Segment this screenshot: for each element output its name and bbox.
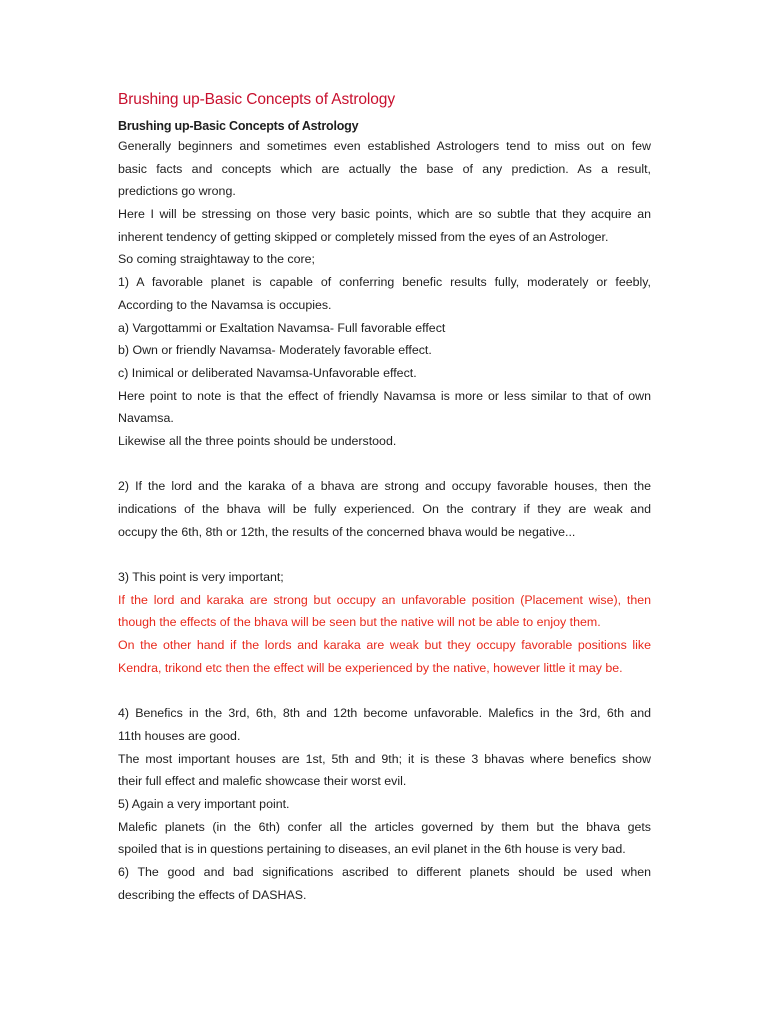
text-line: c) Inimical or deliberated Navamsa-Unfavorable effect. xyxy=(118,365,417,380)
document-title: Brushing up-Basic Concepts of Astrology xyxy=(118,91,395,108)
text-line: 1) A favorable planet is capable of conferring benefic results fully, moderately or feebly, xyxy=(118,275,651,290)
highlighted-text-line: On the other hand if the lords and karaka are weak but they occupy favorable positions like xyxy=(118,638,651,653)
text-line: Generally beginners and sometimes even established Astrologers tend to miss out on few xyxy=(118,139,651,153)
text-line: Here point to note is that the effect of friendly Navamsa is more or less similar to that of own xyxy=(118,388,651,403)
text-line: a) Vargottammi or Exaltation Navamsa- Full favorable effect xyxy=(118,320,446,335)
text-line: Navamsa. xyxy=(118,411,174,426)
text-line: The most important houses are 1st, 5th and 9th; it is these 3 bhavas where benefics show xyxy=(118,751,651,766)
text-line: According to the Navamsa is occupies. xyxy=(118,297,332,312)
text-line: inherent tendency of getting skipped or completely missed from the eyes of an Astrologer. xyxy=(118,229,609,244)
highlighted-text-line: Kendra, trikond etc then the effect will be experienced by the native, however little it may be. xyxy=(118,660,623,675)
text-line: 11th houses are good. xyxy=(118,728,241,743)
text-line: Malefic planets (in the 6th) confer all the articles governed by them but the bhava gets xyxy=(118,819,651,834)
blank-line xyxy=(118,680,651,703)
text-line: predictions go wrong. xyxy=(118,184,236,199)
document-subtitle: Brushing up-Basic Concepts of Astrology xyxy=(118,119,359,133)
text-line: 3) This point is very important; xyxy=(118,570,284,585)
text-line: Here I will be stressing on those very basic points, which are so subtle that they acquire an xyxy=(118,207,651,222)
text-line: basic facts and concepts which are actually the base of any prediction. As a result, xyxy=(118,161,651,176)
text-line: indications of the bhava will be fully experienced. On the contrary if they are weak and xyxy=(118,502,651,516)
blank-line xyxy=(118,453,651,476)
text-line: describing the effects of DASHAS. xyxy=(118,887,307,902)
text-line: spoiled that is in questions pertaining to diseases, an evil planet in the 6th house is very bad. xyxy=(118,842,626,857)
text-line: their full effect and malefic showcase their worst evil. xyxy=(118,774,407,789)
text-line: So coming straightaway to the core; xyxy=(118,252,315,267)
blank-line xyxy=(118,543,651,566)
text-line: Likewise all the three points should be understood. xyxy=(118,433,397,448)
highlighted-text-line: If the lord and karaka are strong but occupy an unfavorable position (Placement wise), then xyxy=(118,592,651,607)
text-line: 2) If the lord and the karaka of a bhava are strong and occupy favorable houses, then the xyxy=(118,479,651,494)
text-line: b) Own or friendly Navamsa- Moderately favorable effect. xyxy=(118,343,432,358)
text-line: 5) Again a very important point. xyxy=(118,796,290,811)
text-line: 4) Benefics in the 3rd, 6th, 8th and 12th become unfavorable. Malefics in the 3rd, 6th and xyxy=(118,706,651,721)
text-line: occupy the 6th, 8th or 12th, the results of the concerned bhava would be negative... xyxy=(118,524,576,539)
text-line: 6) The good and bad significations ascribed to different planets should be used when xyxy=(118,865,651,879)
document-body xyxy=(118,135,651,906)
highlighted-text-line: though the effects of the bhava will be seen but the native will not be able to enjoy them. xyxy=(118,615,601,630)
